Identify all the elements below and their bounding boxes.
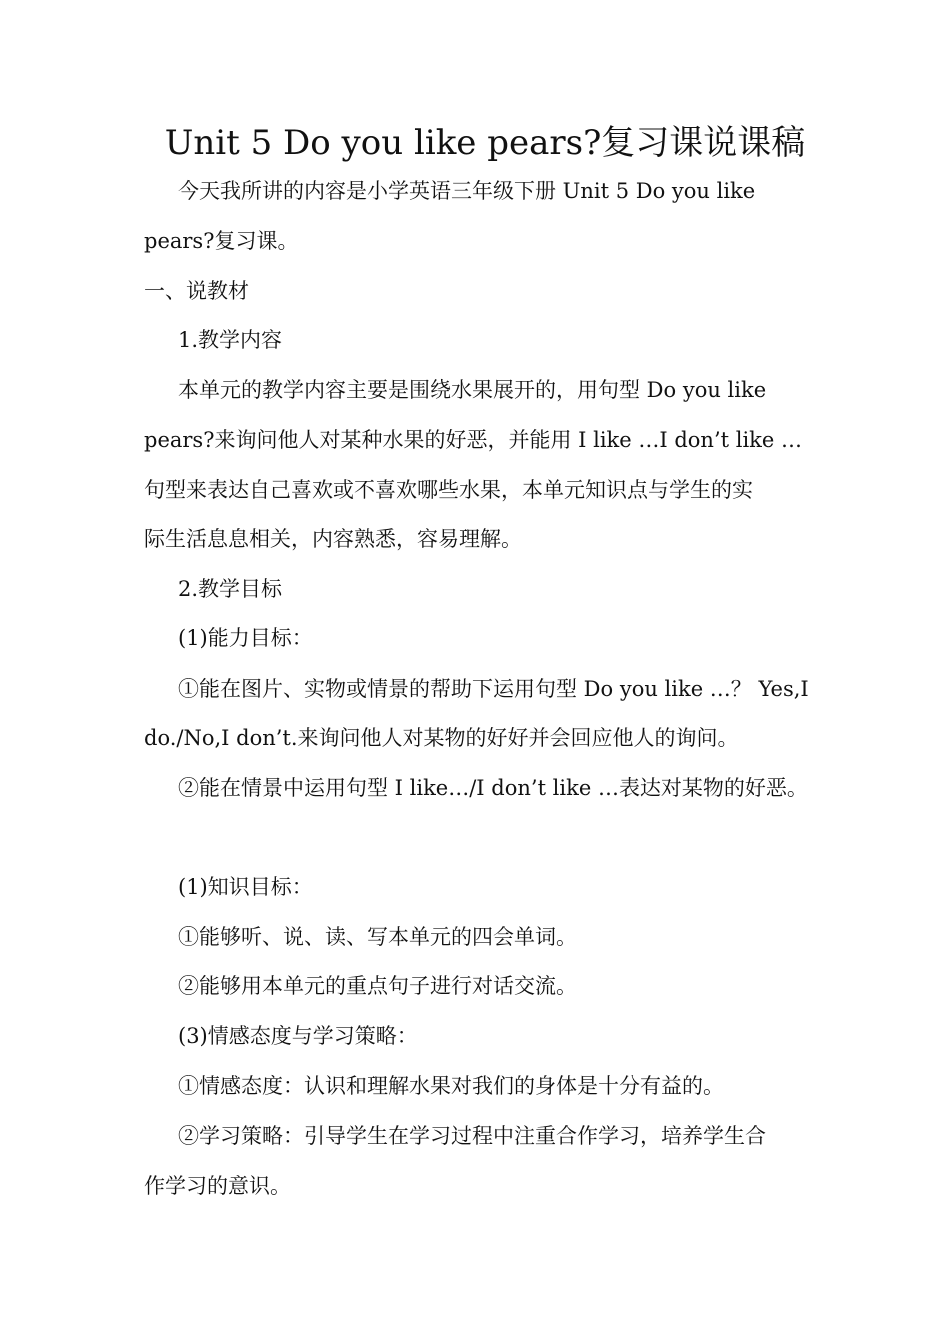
- intro-line-2: pears?复习课。: [144, 229, 299, 253]
- content-line-1: 本单元的教学内容主要是围绕水果展开的，用句型 Do you like: [178, 378, 767, 402]
- emotion-item-2-line-2: 作学习的意识。: [144, 1174, 291, 1198]
- ability-heading: (1)能力目标：: [178, 626, 313, 650]
- content-line-3: 句型来表达自己喜欢或不喜欢哪些水果，本单元知识点与学生的实: [144, 478, 753, 502]
- knowledge-item-2: ②能够用本单元的重点句子进行对话交流。: [178, 974, 577, 998]
- ability-item-1-line-1: ①能在图片、实物或情景的帮助下运用句型 Do you like …？ Yes,I: [178, 677, 809, 701]
- document-title: Unit 5 Do you like pears?复习课说课稿: [164, 123, 806, 163]
- emotion-heading: (3)情感态度与学习策略：: [178, 1024, 418, 1048]
- ability-item-2: ②能在情景中运用句型 I like…/I don’t like …表达对某物的好恶。: [178, 776, 808, 800]
- goals-heading: 2.教学目标: [178, 577, 283, 601]
- content-line-4: 际生活息息相关，内容熟悉，容易理解。: [144, 527, 522, 551]
- emotion-item-1: ①情感态度：认识和理解水果对我们的身体是十分有益的。: [178, 1074, 724, 1098]
- content-heading: 1.教学内容: [178, 328, 283, 352]
- knowledge-item-1: ①能够听、说、读、写本单元的四会单词。: [178, 925, 577, 949]
- ability-item-1-line-2: do./No,I don’t.来询问他人对某物的好好并会回应他人的询问。: [144, 726, 739, 750]
- intro-line-1: 今天我所讲的内容是小学英语三年级下册 Unit 5 Do you like: [178, 179, 756, 203]
- emotion-item-2-line-1: ②学习策略：引导学生在学习过程中注重合作学习，培养学生合: [178, 1124, 766, 1148]
- section-heading: 一、说教材: [144, 279, 249, 303]
- knowledge-heading: (1)知识目标：: [178, 875, 313, 899]
- content-line-2: pears?来询问他人对某种水果的好恶，并能用 I like …I don’t like …: [144, 428, 803, 452]
